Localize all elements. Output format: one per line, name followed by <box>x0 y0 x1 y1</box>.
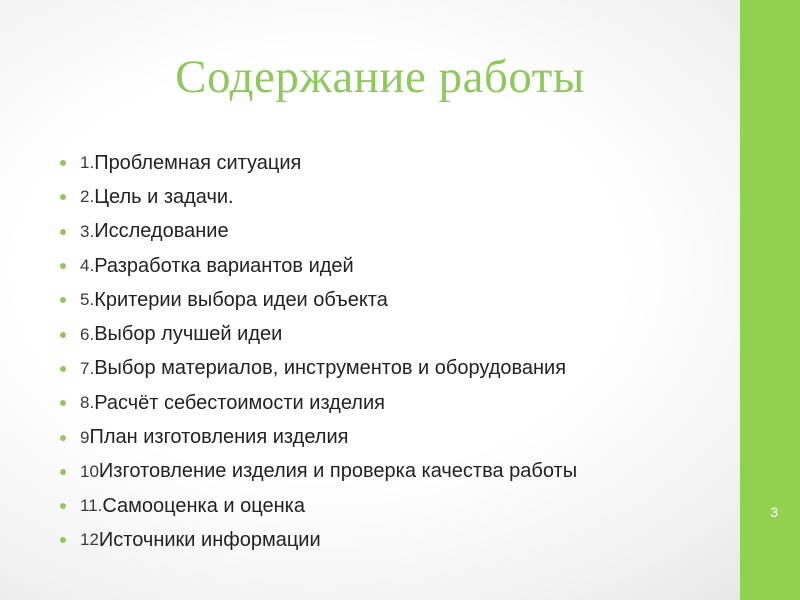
accent-sidebar <box>740 0 800 600</box>
item-text: Разработка вариантов идей <box>94 254 354 277</box>
slide-title: Содержание работы <box>175 51 585 103</box>
list-item <box>57 455 577 489</box>
item-text: Самооценка и оценка <box>102 494 305 517</box>
item-number: 9 <box>80 427 90 447</box>
bullet-icon <box>60 537 66 543</box>
item-text: Выбор материалов, инструментов и оборудования <box>94 357 567 380</box>
item-number: 5. <box>80 290 95 310</box>
list-item <box>57 283 577 317</box>
item-text: Выбор лучшей идеи <box>94 323 283 346</box>
list-item <box>57 249 577 283</box>
list-item <box>57 352 577 386</box>
bullet-icon <box>60 229 66 235</box>
bullet-icon <box>60 503 66 509</box>
list-item <box>57 523 577 557</box>
bullet-icon <box>60 332 66 338</box>
bullet-icon <box>60 435 66 441</box>
bullet-icon <box>60 263 66 269</box>
item-text: Изготовление изделия и проверка качества работы <box>98 460 578 483</box>
bullet-icon <box>60 160 66 166</box>
list-item <box>57 386 577 420</box>
bullet-icon <box>60 469 66 475</box>
list-item <box>57 180 577 214</box>
item-number: 12 <box>80 530 99 550</box>
page-number: 3 <box>770 504 778 520</box>
bullet-icon <box>60 297 66 303</box>
list-item <box>57 420 577 454</box>
contents-list <box>57 146 577 558</box>
item-text: Цель и задачи. <box>94 185 234 208</box>
bullet-icon <box>60 400 66 406</box>
list-item <box>57 317 577 351</box>
item-text: Проблемная ситуация <box>94 151 302 174</box>
item-number: 10 <box>80 461 99 481</box>
item-number: 4. <box>80 256 95 276</box>
list-item <box>57 489 577 523</box>
item-text: Критерии выбора идеи объекта <box>94 288 388 311</box>
item-number: 8. <box>80 393 95 413</box>
bullet-icon <box>60 194 66 200</box>
item-number: 6. <box>80 324 95 344</box>
item-text: Исследование <box>94 220 229 243</box>
item-number: 1. <box>80 153 95 173</box>
bullet-icon <box>60 366 66 372</box>
item-text: План изготовления изделия <box>89 426 349 449</box>
item-number: 7. <box>80 358 95 378</box>
list-item <box>57 215 577 249</box>
item-number: 3. <box>80 221 95 241</box>
item-text: Источники информации <box>98 528 321 551</box>
list-item <box>57 146 577 180</box>
item-number: 11. <box>80 496 103 516</box>
item-number: 2. <box>80 187 95 207</box>
item-text: Расчёт себестоимости изделия <box>94 391 385 414</box>
